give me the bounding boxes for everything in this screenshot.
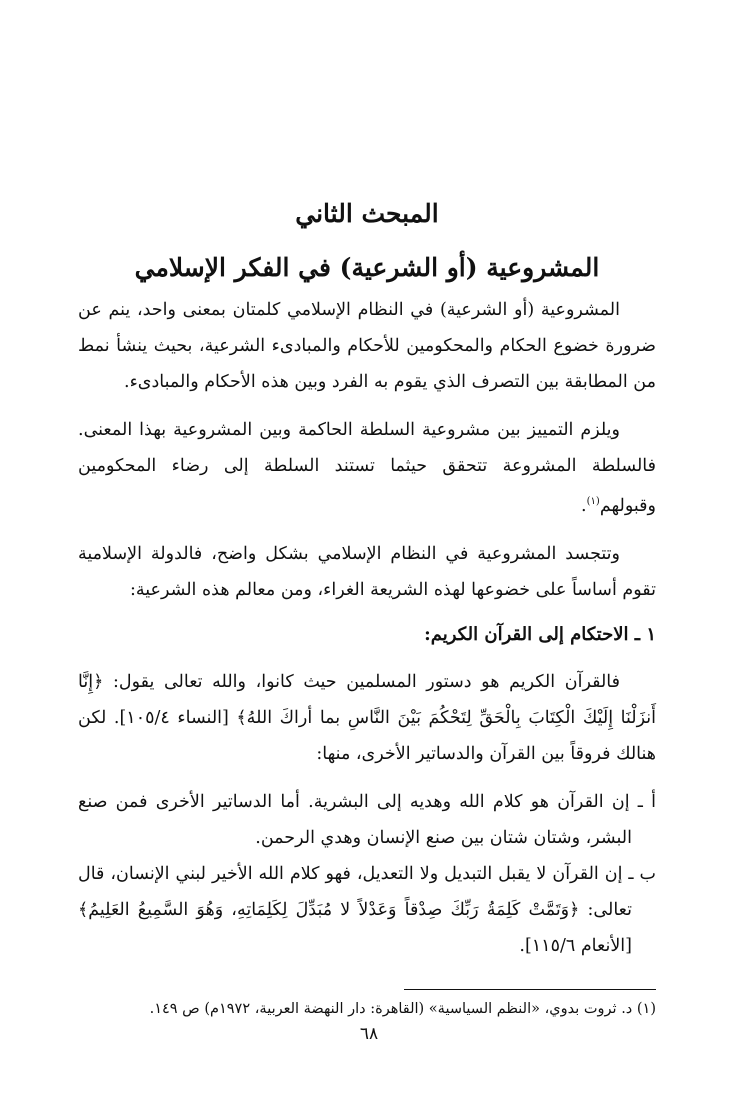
- list-item-b: ب ـ إن القرآن لا يقبل التبديل ولا التعديل، فهو كلام الله الأخير لبني الإنسان، قال تعالى: ﴿وَتَمَّتْ كَلِمَةُ رَبِّكَ صِدْقاً وَعَدْلاً لا مُبَدِّلَ لِكَلِمَاتِهِ، وَهُوَ السَّمِيعُ العَلِيمُ﴾ [الأنعام ١١٥/٦].: [78, 863, 656, 956]
- page-body: [78, 196, 656, 964]
- page-number: ٦٨: [359, 1024, 379, 1044]
- footnote-ref: (١): [586, 496, 600, 507]
- section-label: المبحث الثاني: [295, 199, 439, 228]
- list-item-a: أ ـ إن القرآن هو كلام الله وهديه إلى البشرية. أما الدساتير الأخرى فمن صنع البشر، وشتان شتان بين صنع الإنسان وهدي الرحمن.: [78, 791, 656, 848]
- paragraph-2: [78, 412, 656, 524]
- paragraph-4: فالقرآن الكريم هو دستور المسلمين حيث كانوا، والله تعالى يقول: ﴿إِنَّا أَنزَلْنَا إِلَيْكَ الْكِتَابَ بِالْحَقِّ لِتَحْكُمَ بَيْنَ النَّاسِ بما أراكَ اللهُ﴾ [النساء ١٠٥/٤]. لكن هنالك فروقاً بين القرآن والدساتير الأخرى، منها:: [78, 671, 656, 764]
- footnote: (١) د. ثروت بدوي، «النظم السياسية» (القاهرة: دار النهضة العربية، ١٩٧٢م) ص ١٤٩.: [149, 1001, 656, 1017]
- page-title: المشروعية (أو الشرعية) في الفكر الإسلامي: [134, 253, 600, 282]
- numbered-heading: ١ ـ الاحتكام إلى القرآن الكريم:: [424, 623, 656, 645]
- paragraph-1: المشروعية (أو الشرعية) في النظام الإسلامي كلمتان بمعنى واحد، ينم عن ضرورة خضوع الحكام والمحكومين للأحكام والمبادىء الشرعية، بحيث ينشأ نمط من المطابقة بين التصرف الذي يقوم به الفرد وبين هذه الأحكام والمبادىء.: [78, 300, 656, 392]
- paragraph-3: وتتجسد المشروعية في النظام الإسلامي بشكل واضح، فالدولة الإسلامية تقوم أساساً على خضوعها لهذه الشريعة الغراء، ومن معالم هذه الشرعية:: [78, 543, 656, 600]
- paragraph-2-end: .: [581, 495, 587, 516]
- paragraph-2-text: ويلزم التمييز بين مشروعية السلطة الحاكمة وبين المشروعية بهذا المعنى. فالسلطة المشروعة تتحقق حيثما تستند السلطة إلى رضاء المحكومين وقبولهم: [78, 420, 656, 516]
- footnote-divider: [404, 989, 656, 990]
